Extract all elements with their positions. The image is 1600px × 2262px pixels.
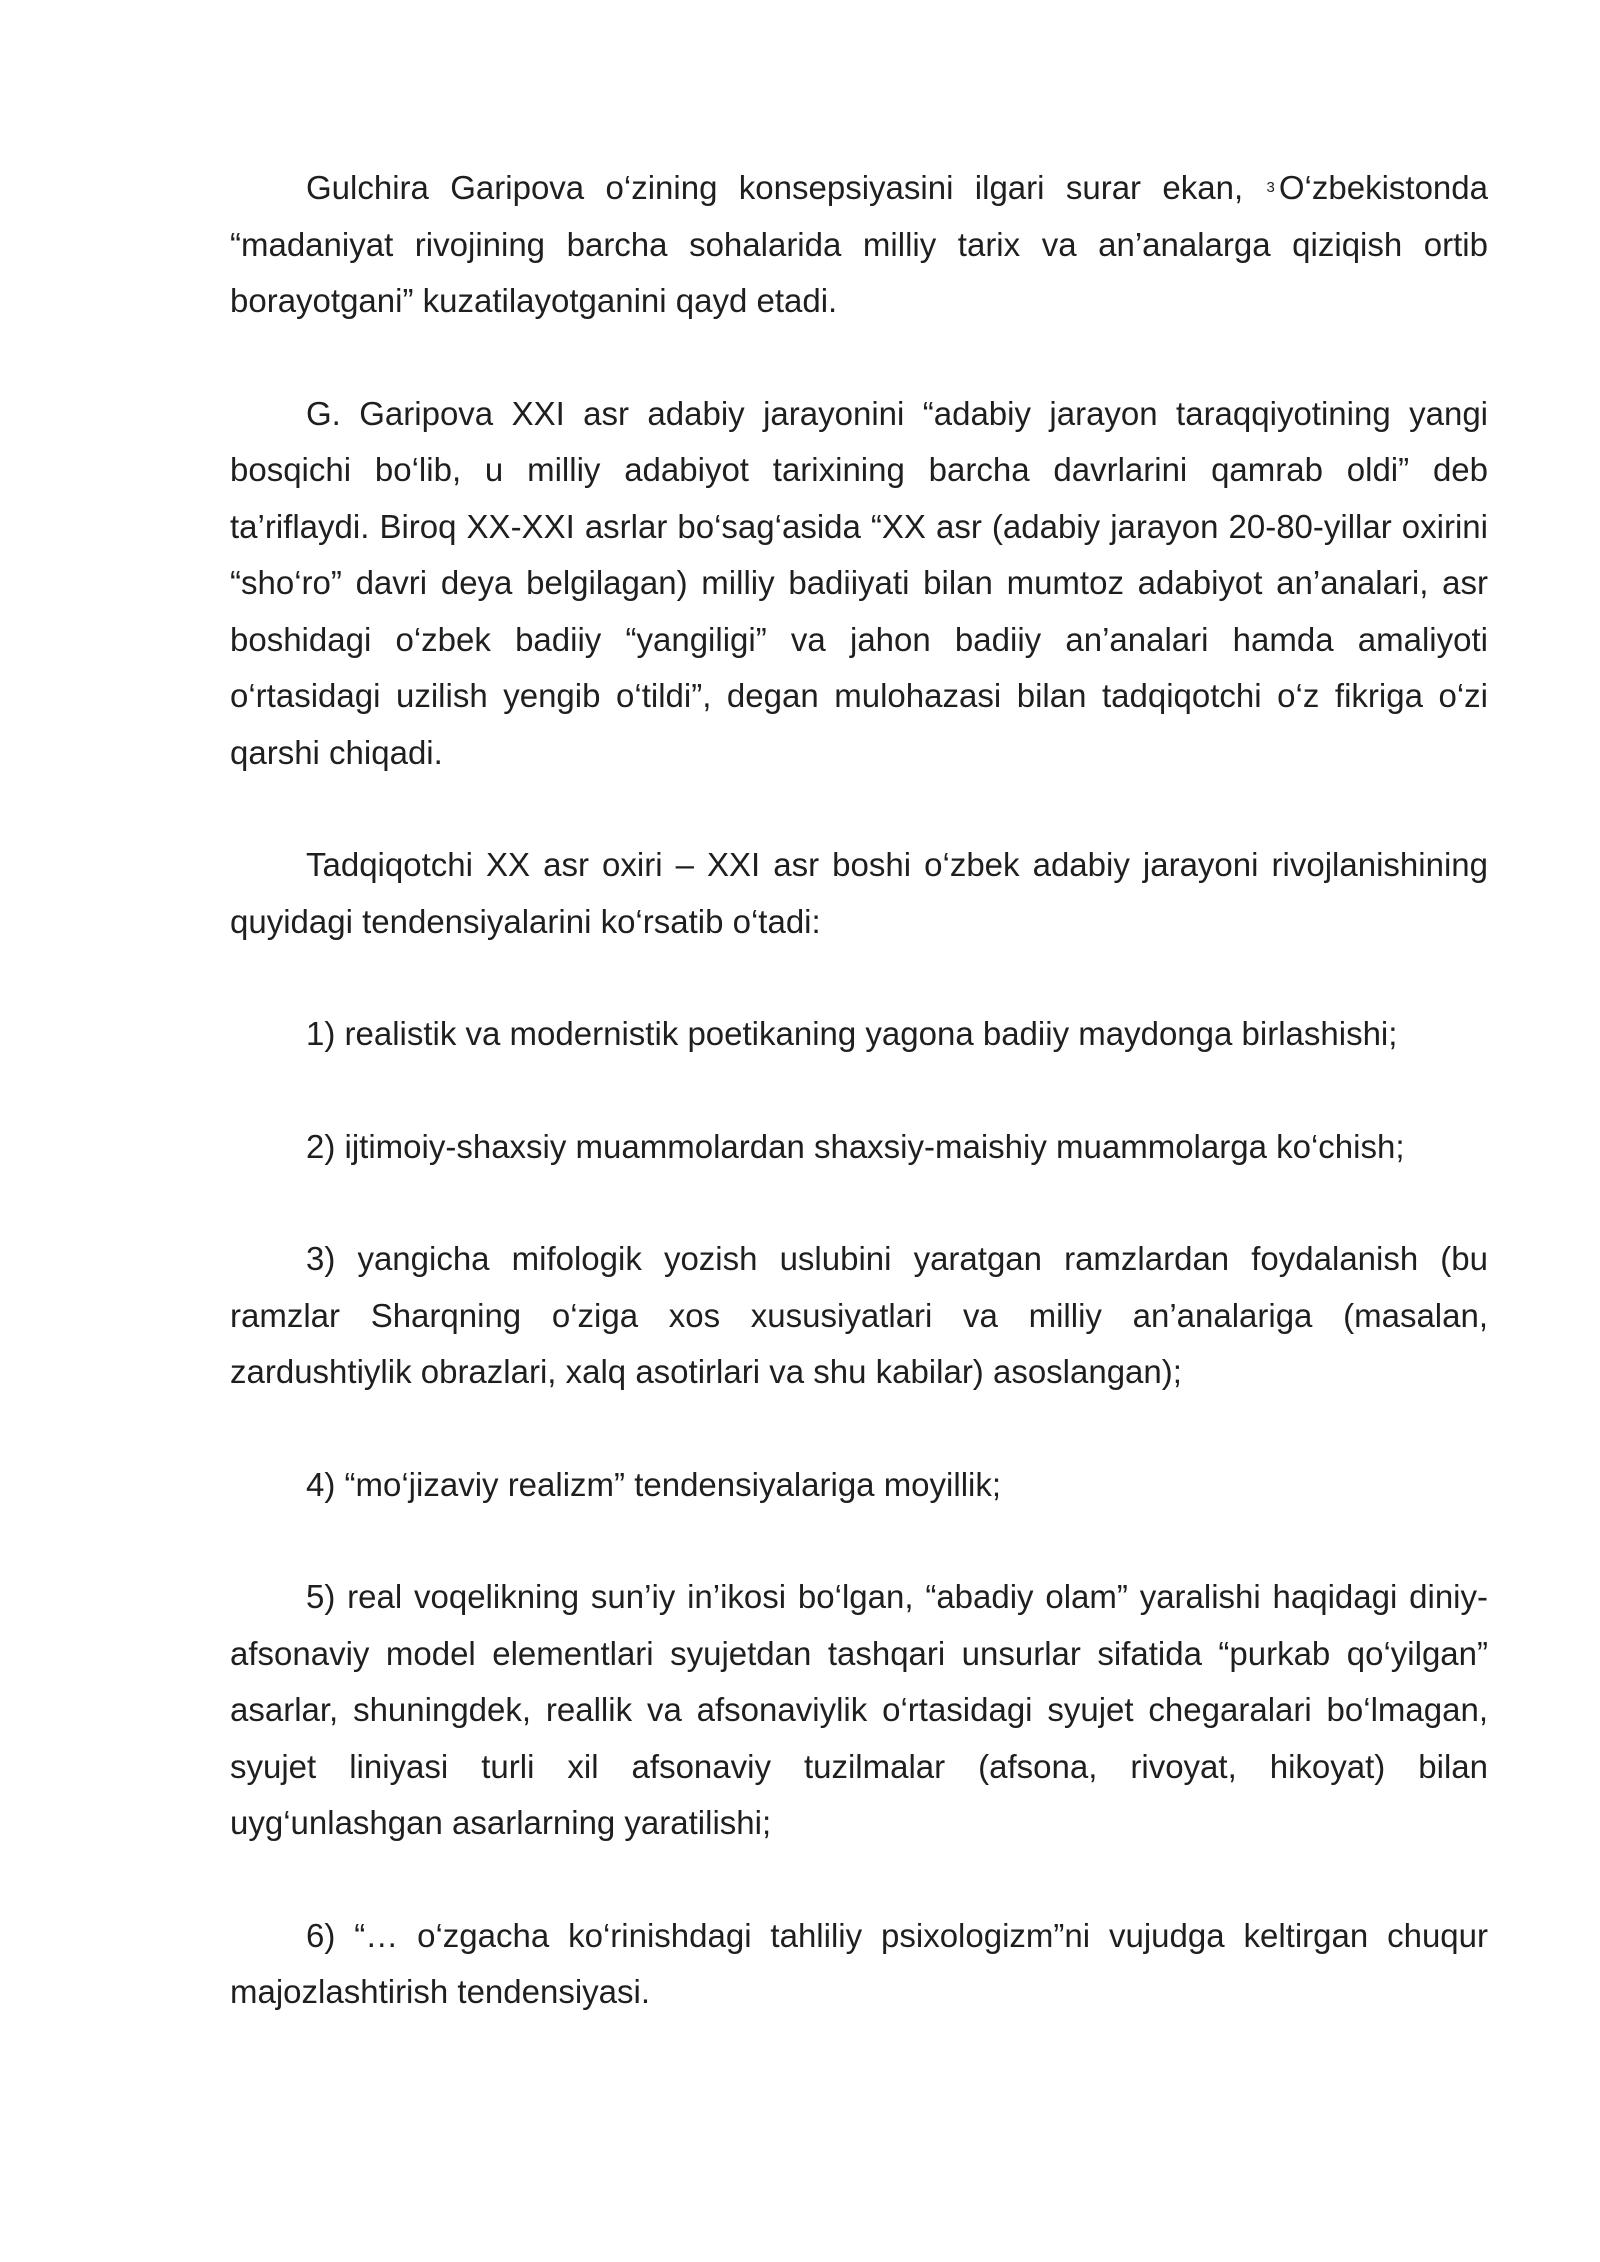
paragraph-intro-body: O‘zbekistonda “madaniyat rivojining barcha sohalarida milliy tarix va an’analarga qiziqish ortib borayotgani” kuzatilayotganini qayd etadi. [230, 169, 1488, 319]
list-item-3: 3) yangicha mifologik yozish uslubini yaratgan ramzlardan foydalanish (bu ramzlar Sharqning o‘ziga xos xususiyatlari va milliy an’analariga (masalan, zardushtiylik obrazlari, xalq asotirlari va shu kabilar) asoslangan); [230, 1240, 1488, 1390]
paragraph-tendencies-intro: Tadqiqotchi XX asr oxiri – XXI asr boshi o‘zbek adabiy jarayoni rivojlanishining quyidagi tendensiyalarini ko‘rsatib o‘tadi: [230, 846, 1488, 940]
paragraph-definition: G. Garipova XXI asr adabiy jarayonini “adabiy jarayon taraqqiyotining yangi bosqichi bo‘lib, u milliy adabiyot tarixining barcha davrlarini qamrab oldi” deb ta’riflaydi. Biroq XX-XXI asrlar bo‘sag‘asida “XX asr (adabiy jarayon 20-80-yillar oxirini “sho‘ro” davri deya belgilagan) milliy badiiyati bilan mumtoz adabiyot an’analari, asr boshidagi o‘zbek badiiy “yangiligi” va jahon badiiy an’analari hamda amaliyoti o‘rtasidagi uzilish yengib o‘tildi”, degan mulohazasi bilan tadqiqotchi o‘z fikriga o‘zi qarshi chiqadi. [230, 394, 1488, 771]
list-item-6: 6) “… o‘zgacha ko‘rinishdagi tahliliy psixologizm”ni vujudga keltirgan chuqur majozlashtirish tendensiyasi. [230, 1916, 1488, 2010]
footnote-reference[interactable]: 3 [1266, 179, 1275, 196]
list-item-2: 2) ijtimoiy-shaxsiy muammolardan shaxsiy-maishiy muammolarga ko‘chish; [306, 1127, 1405, 1165]
document-page [230, 160, 1488, 2021]
paragraph-intro-lead: Gulchira Garipova o‘zining konsepsiyasini ilgari surar ekan, [306, 169, 1265, 206]
list-item-5: 5) real voqelikning sun’iy in’ikosi bo‘lgan, “abadiy olam” yaralishi haqidagi diniy-afsonaviy model elementlari syujetdan tashqari unsurlar sifatida “purkab qo‘yilgan” asarlar, shuningdek, reallik va afsonaviylik o‘rtasidagi syujet chegaralari bo‘lmagan, syujet liniyasi turli xil afsonaviy tuzilmalar (afsona, rivoyat, hikoyat) bilan uyg‘unlashgan asarlarning yaratilishi; [230, 1578, 1488, 1841]
list-item-4: 4) “mo‘jizaviy realizm” tendensiyalariga moyillik; [306, 1465, 1002, 1503]
paragraph-intro [230, 160, 1488, 330]
list-item-1: 1) realistik va modernistik poetikaning yagona badiiy maydonga birlashishi; [306, 1015, 1398, 1052]
